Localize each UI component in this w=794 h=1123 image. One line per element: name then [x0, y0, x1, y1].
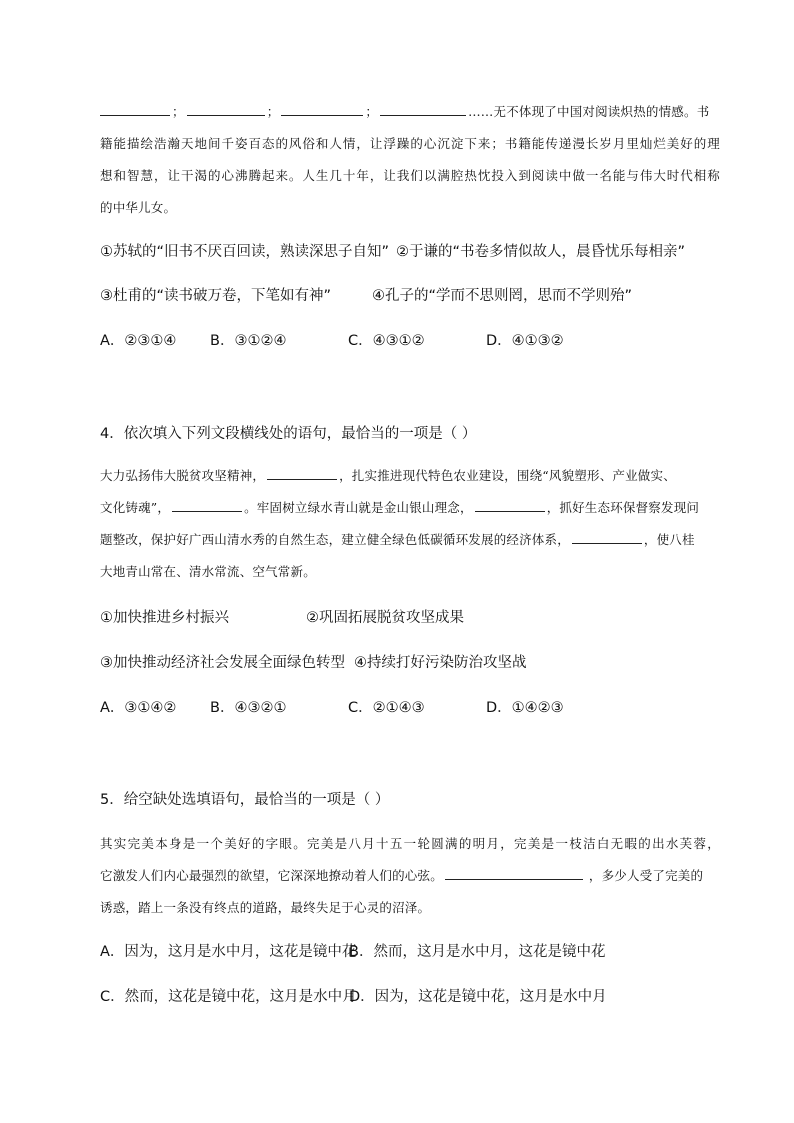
- q4-item-2: ②巩固拓展脱贫攻坚成果: [306, 610, 464, 626]
- q3-item-4: ④孔子的“学而不思则罔，思而不学则殆”: [372, 288, 633, 304]
- answer-blank[interactable]: [380, 101, 466, 116]
- q3-choice-d[interactable]: D．④①③②: [486, 333, 564, 349]
- q5-choice-a[interactable]: A．因为，这月是水中月，这花是镜中花: [100, 944, 357, 960]
- q4-passage-line-4: 大地青山常在、清水常流、空气常新。: [100, 564, 316, 579]
- q4-choice-a[interactable]: A．③①④②: [100, 700, 177, 716]
- q5-passage: [100, 828, 720, 924]
- answer-blank[interactable]: [187, 101, 265, 116]
- q3-item-3: ③杜甫的“读书破万卷，下笔如有神”: [100, 288, 332, 304]
- q5-passage-line-1: 其实完美本身是一个美好的字眼。完美是八月十五一轮圆满的明月，完美是一枝洁白无暇的出水芙蓉，: [100, 836, 720, 851]
- q4-passage-line-3: 题整改，保护好广西山清水秀的自然生态，建立健全绿色低碳循环发展的经济体系， ，使八桂: [100, 524, 720, 556]
- q4-passage: [100, 460, 720, 588]
- q3-passage-line-3: 想和智慧，让干渴的心沸腾起来。人生几十年，让我们以满腔热忱投入到阅读中做一名能与伟大时代相称: [100, 168, 720, 183]
- answer-blank[interactable]: [572, 529, 642, 544]
- q3-passage: [100, 96, 720, 224]
- answer-blank[interactable]: [172, 497, 242, 512]
- q4-passage-line-1: 大力弘扬伟大脱贫攻坚精神， ，扎实推进现代特色农业建设，围绕“风貌塑形、产业做实、: [100, 460, 720, 492]
- answer-blank[interactable]: [475, 497, 545, 512]
- q4-item-1: ①加快推进乡村振兴: [100, 610, 229, 626]
- q4-passage-line-2: 文化铸魂”， 。牢固树立绿水青山就是金山银山理念， ，抓好生态环保督察发现问: [100, 492, 720, 524]
- q3-choice-a[interactable]: A．②③①④: [100, 333, 177, 349]
- q3-choice-b[interactable]: B．③①②④: [210, 333, 287, 349]
- q4-item-3: ③加快推动经济社会发展全面绿色转型: [100, 655, 345, 671]
- q4-item-4: ④持续打好污染防治攻坚战: [354, 655, 527, 671]
- q5-choice-c[interactable]: C．然而，这花是镜中花，这月是水中月: [100, 989, 357, 1005]
- q5-stem: 5．给空缺处选填语句，最恰当的一项是（ ）: [100, 792, 390, 808]
- answer-blank[interactable]: [267, 465, 337, 480]
- answer-blank[interactable]: [445, 865, 583, 880]
- q4-choice-d[interactable]: D．①④②③: [486, 700, 564, 716]
- q3-passage-line-1: ； ； ； ……无不体现了中国对阅读炽热的情感。书: [100, 96, 720, 128]
- q5-choice-d[interactable]: D．因为，这花是镜中花，这月是水中月: [349, 989, 607, 1005]
- q4-choice-c[interactable]: C．②①④③: [348, 700, 425, 716]
- answer-blank[interactable]: [281, 101, 363, 116]
- q3-passage-line-2: 籍能描绘浩瀚天地间千姿百态的风俗和人情，让浮躁的心沉淀下来；书籍能传递漫长岁月里灿烂美好的理: [100, 136, 720, 151]
- q3-choice-c[interactable]: C．④③①②: [348, 333, 425, 349]
- q3-item-2: ②于谦的“书卷多情似故人，晨昏忧乐每相亲”: [396, 244, 686, 260]
- q5-choice-b[interactable]: B．然而，这月是水中月，这花是镜中花: [349, 944, 606, 960]
- answer-blank[interactable]: [100, 101, 170, 116]
- q5-passage-line-3: 诱惑，踏上一条没有终点的道路，最终失足于心灵的沼泽。: [100, 900, 431, 915]
- q5-passage-line-2: 它激发人们内心最强烈的欲望，它深深地撩动着人们的心弦。 ，多少人受了完美的: [100, 860, 720, 892]
- q3-passage-line-4: 的中华儿女。: [100, 200, 177, 215]
- q4-choice-b[interactable]: B．④③②①: [210, 700, 287, 716]
- q3-item-1: ①苏轼的“旧书不厌百回读，熟读深思子自知”: [100, 244, 390, 260]
- q4-stem: 4．依次填入下列文段横线处的语句，最恰当的一项是（ ）: [100, 426, 477, 442]
